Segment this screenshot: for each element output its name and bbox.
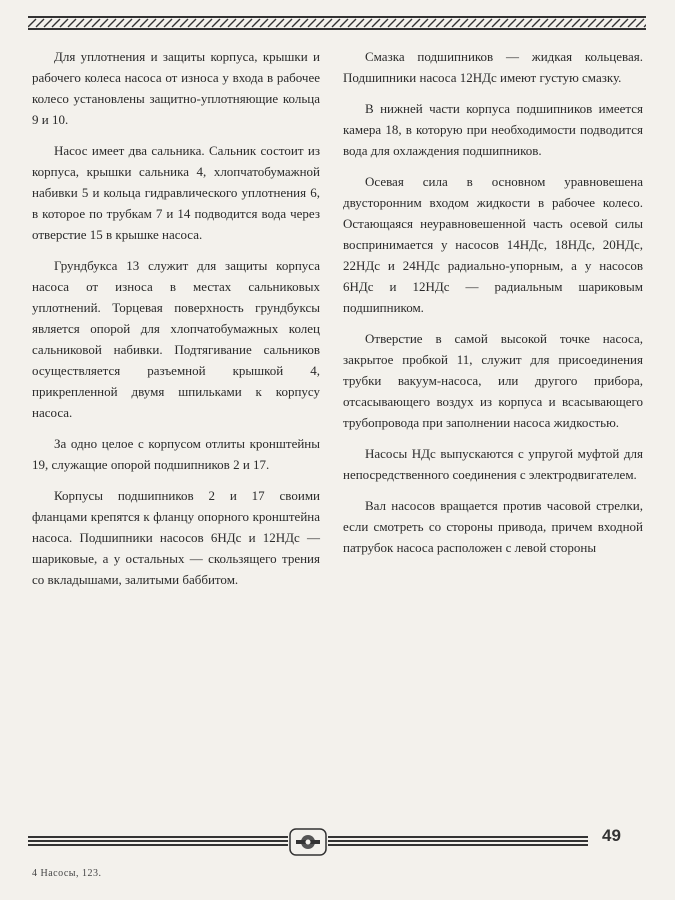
bottom-decorative-rule (28, 826, 588, 858)
paragraph: Грундбукса 13 служит для защиты корпуса насоса от износа в местах сальниковых уплотнений. Торцевая поверхность грундбуксы является опорой для хлопчатобумажных колец сальниковой набивки. Подтягивание сальников осуществляется разъемной крышкой 4, прикрепленной двумя шпильками к корпусу насоса. (32, 258, 320, 420)
paragraph: Насос имеет два сальника. Сальник состоит из корпуса, крышки сальника 4, хлопчатобумажной набивки 5 и кольца гидравлического уплотнения 6, в которое по трубкам 7 и 14 подводится вода через отверстие 15 в крышке насоса. (32, 143, 320, 242)
right-column (343, 46, 643, 568)
left-column (32, 46, 320, 600)
page-number: 49 (602, 826, 621, 845)
paragraph: За одно целое с корпусом отлиты кронштейны 19, служащие опорой подшипников 2 и 17. (32, 436, 320, 472)
pump-emblem-icon (290, 829, 326, 855)
paragraph: Осевая сила в основном уравновешена двусторонним входом жидкости в рабочее колесо. Остающаяся неуравновешенной часть осевой силы воспринимается у насосов 14НДс, 18НДс, 20НДс, 22НДс и 24НДс радиально-упорным, а у насосов 6НДс и 12НДс — радиальным шариковым подшипником. (343, 174, 643, 315)
footer-imprint: 4 Насосы, 123. (32, 868, 102, 879)
paragraph: Корпусы подшипников 2 и 17 своими фланцами крепятся к фланцу опорного кронштейна насоса. Подшипники насосов 6НДс и 12НДс — шариковые, а у остальных — скользящего трения со вкладышами, залитыми баббитом. (32, 488, 320, 587)
paragraph: Насосы НДс выпускаются с упругой муфтой для непосредственного соединения с электродвигателем. (343, 446, 643, 482)
paragraph: В нижней части корпуса подшипников имеется камера 18, в которую при необходимости подводится вода для охлаждения подшипников. (343, 101, 643, 158)
paragraph: Для уплотнения и защиты корпуса, крышки и рабочего колеса насоса от износа у входа в рабочее колесо установлены защитно-уплотняющие кольца 9 и 10. (32, 49, 320, 127)
paragraph: Вал насосов вращается против часовой стрелки, если смотреть со стороны привода, причем входной патрубок насоса расположен с левой стороны (343, 498, 643, 555)
paragraph: Отверстие в самой высокой точке насоса, закрытое пробкой 11, служит для присоединения трубки вакуум-насоса, или другого прибора, отсасывающего воздух из корпуса и всасывающего трубопровода при заполнении насоса жидкостью. (343, 331, 643, 430)
paragraph: Смазка подшипников — жидкая кольцевая. Подшипники насоса 12НДс имеют густую смазку. (343, 49, 643, 85)
top-decorative-rule (28, 16, 646, 30)
